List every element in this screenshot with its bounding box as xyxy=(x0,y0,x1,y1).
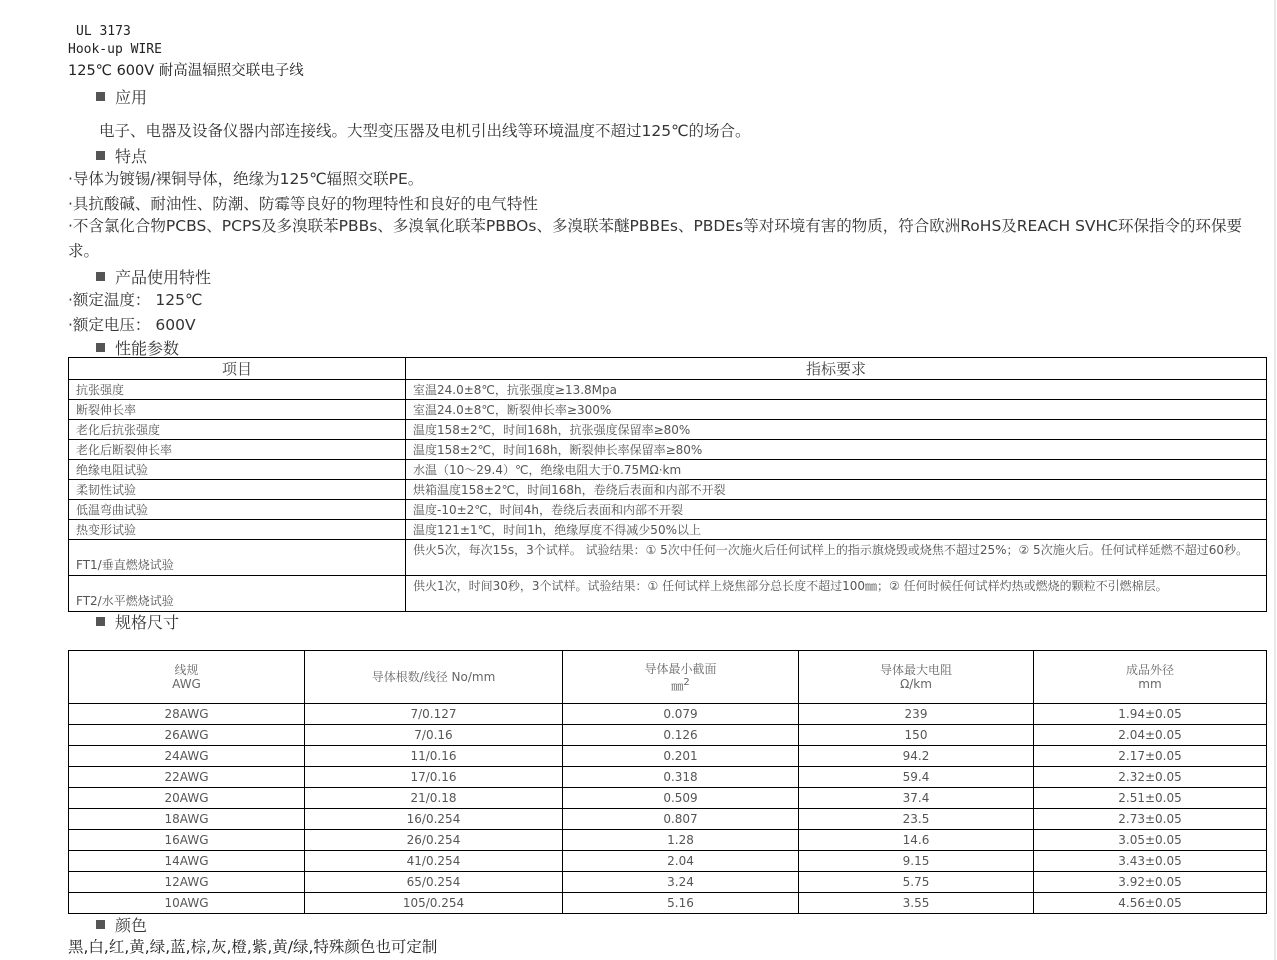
section-features xyxy=(96,144,147,167)
conductor-cell: 17/0.16 xyxy=(305,767,563,788)
section-area-cell: 0.126 xyxy=(563,725,799,746)
outer-diameter-cell: 4.56±0.05 xyxy=(1034,893,1267,914)
resistance-cell: 37.4 xyxy=(799,788,1034,809)
feature-item: ·具抗酸碱、耐油性、防潮、防霉等良好的物理特性和良好的电气特性 xyxy=(68,195,538,213)
table-row xyxy=(69,460,1267,480)
table-row xyxy=(69,788,1267,809)
section-area-cell: 0.509 xyxy=(563,788,799,809)
usage-item: ·额定温度： 125℃ xyxy=(68,291,203,309)
conductor-cell: 105/0.254 xyxy=(305,893,563,914)
table-row xyxy=(69,725,1267,746)
header-unit-exponent: 2 xyxy=(683,676,690,688)
table-row xyxy=(69,704,1267,725)
resistance-cell: 239 xyxy=(799,704,1034,725)
product-title: 125℃ 600V 耐高温辐照交联电子线 xyxy=(68,63,304,79)
section-area-cell: 3.24 xyxy=(563,872,799,893)
requirement: 温度-10±2℃，时间4h，卷绕后表面和内部不开裂 xyxy=(406,500,1267,520)
outer-diameter-cell: 3.05±0.05 xyxy=(1034,830,1267,851)
table-row xyxy=(69,420,1267,440)
awg-cell: 10AWG xyxy=(69,893,305,914)
header-unit: ㎜ xyxy=(671,678,684,693)
column-header xyxy=(69,651,305,704)
test-item: 老化后断裂伸长率 xyxy=(69,440,406,460)
test-item: 柔韧性试验 xyxy=(69,480,406,500)
square-bullet-icon xyxy=(96,272,105,281)
table-row xyxy=(69,440,1267,460)
section-spec xyxy=(96,610,179,633)
requirement: 供火1次，时间30秒，3个试样。试验结果：① 任何试样上烧焦部分总长度不超过100㎜；② 任何时候任何试样灼热或燃烧的颗粒不引燃棉层。 xyxy=(406,576,1267,612)
test-item: 热变形试验 xyxy=(69,520,406,540)
usage-item: ·额定电压： 600V xyxy=(68,316,196,334)
table-row xyxy=(69,520,1267,540)
awg-cell: 26AWG xyxy=(69,725,305,746)
table-row xyxy=(69,500,1267,520)
section-heading: 性能参数 xyxy=(115,339,180,358)
colors-text: 黑,白,红,黄,绿,蓝,棕,灰,橙,紫,黄/绿,特殊颜色也可定制 xyxy=(68,938,438,956)
section-color xyxy=(96,913,147,936)
table-row xyxy=(69,851,1267,872)
spec-table xyxy=(68,650,1267,914)
square-bullet-icon xyxy=(96,920,105,929)
feature-item: ·不含氯化合物PCBS、PCPS及多溴联苯PBBs、多溴氧化联苯PBBOs、多溴联苯醚PBBEs、PBDEs等对环境有害的物质，符合欧洲RoHS及REACH SVHC环保指令的环保要求。 xyxy=(68,217,1243,260)
conductor-cell: 7/0.16 xyxy=(305,725,563,746)
outer-diameter-cell: 2.04±0.05 xyxy=(1034,725,1267,746)
test-item: FT2/水平燃烧试验 xyxy=(69,576,406,612)
conductor-cell: 7/0.127 xyxy=(305,704,563,725)
awg-cell: 18AWG xyxy=(69,809,305,830)
requirement: 供火5次，每次15s，3个试样。 试验结果：① 5次中任何一次施火后任何试样上的指示旗烧毁或烧焦不超过25%；② 5次施火后。任何试样延燃不超过60秒。 xyxy=(406,540,1267,576)
square-bullet-icon xyxy=(96,92,105,101)
header-line: 线规 xyxy=(174,663,199,677)
section-heading: 特点 xyxy=(115,147,148,166)
test-item: 断裂伸长率 xyxy=(69,400,406,420)
requirement: 温度158±2℃，时间168h，断裂伸长率保留率≥80% xyxy=(406,440,1267,460)
awg-cell: 24AWG xyxy=(69,746,305,767)
test-item: 绝缘电阻试验 xyxy=(69,460,406,480)
table-row xyxy=(69,540,1267,576)
resistance-cell: 9.15 xyxy=(799,851,1034,872)
section-area-cell: 5.16 xyxy=(563,893,799,914)
awg-cell: 12AWG xyxy=(69,872,305,893)
conductor-cell: 11/0.16 xyxy=(305,746,563,767)
table-row xyxy=(69,480,1267,500)
section-area-cell: 0.807 xyxy=(563,809,799,830)
table-row xyxy=(69,893,1267,914)
header-line: 成品外径 xyxy=(1125,663,1174,677)
square-bullet-icon xyxy=(96,151,105,160)
table-row xyxy=(69,576,1267,612)
section-area-cell: 2.04 xyxy=(563,851,799,872)
outer-diameter-cell: 3.92±0.05 xyxy=(1034,872,1267,893)
header-line: 导体最小截面 xyxy=(644,661,717,676)
awg-cell: 16AWG xyxy=(69,830,305,851)
resistance-cell: 59.4 xyxy=(799,767,1034,788)
column-header xyxy=(305,651,563,704)
resistance-cell: 23.5 xyxy=(799,809,1034,830)
section-usage xyxy=(96,265,211,288)
section-heading: 应用 xyxy=(115,88,148,107)
table-row xyxy=(69,380,1267,400)
table-row xyxy=(69,872,1267,893)
section-area-cell: 0.201 xyxy=(563,746,799,767)
outer-diameter-cell: 2.51±0.05 xyxy=(1034,788,1267,809)
square-bullet-icon xyxy=(96,617,105,626)
column-header xyxy=(563,651,799,704)
section-heading: 产品使用特性 xyxy=(115,268,212,287)
test-item: 老化后抗张强度 xyxy=(69,420,406,440)
section-heading: 颜色 xyxy=(115,916,148,935)
conductor-cell: 26/0.254 xyxy=(305,830,563,851)
resistance-cell: 150 xyxy=(799,725,1034,746)
awg-cell: 20AWG xyxy=(69,788,305,809)
conductor-cell: 21/0.18 xyxy=(305,788,563,809)
table-row xyxy=(69,809,1267,830)
header-line: 导体最大电阻 xyxy=(879,663,952,677)
page-right-border xyxy=(1274,0,1276,960)
conductor-cell: 65/0.254 xyxy=(305,872,563,893)
resistance-cell: 94.2 xyxy=(799,746,1034,767)
test-item: 抗张强度 xyxy=(69,380,406,400)
table-row xyxy=(69,830,1267,851)
column-header xyxy=(799,651,1034,704)
table-row xyxy=(69,746,1267,767)
test-item: FT1/垂直燃烧试验 xyxy=(69,540,406,576)
resistance-cell: 3.55 xyxy=(799,893,1034,914)
requirement: 温度158±2℃，时间168h，抗张强度保留率≥80% xyxy=(406,420,1267,440)
section-application xyxy=(96,85,147,108)
requirement: 室温24.0±8℃，断裂伸长率≥300% xyxy=(406,400,1267,420)
header-unit: mm xyxy=(1138,677,1162,691)
square-bullet-icon xyxy=(96,343,105,352)
conductor-cell: 16/0.254 xyxy=(305,809,563,830)
outer-diameter-cell: 1.94±0.05 xyxy=(1034,704,1267,725)
table-row xyxy=(69,400,1267,420)
table-row xyxy=(69,767,1267,788)
header-line: 导体根数/线径 No/mm xyxy=(371,670,496,684)
conductor-cell: 41/0.254 xyxy=(305,851,563,872)
resistance-cell: 14.6 xyxy=(799,830,1034,851)
outer-diameter-cell: 2.73±0.05 xyxy=(1034,809,1267,830)
header-unit: Ω/km xyxy=(900,677,932,691)
requirement: 水温（10～29.4）℃，绝缘电阻大于0.75MΩ·km xyxy=(406,460,1267,480)
requirement: 烘箱温度158±2℃，时间168h，卷绕后表面和内部不开裂 xyxy=(406,480,1267,500)
awg-cell: 28AWG xyxy=(69,704,305,725)
feature-item: ·导体为镀锡/裸铜导体，绝缘为125℃辐照交联PE。 xyxy=(68,170,424,188)
requirement: 温度121±1℃，时间1h，绝缘厚度不得减少50%以上 xyxy=(406,520,1267,540)
performance-table xyxy=(68,357,1267,612)
requirement: 室温24.0±8℃，抗张强度≥13.8Mpa xyxy=(406,380,1267,400)
awg-cell: 14AWG xyxy=(69,851,305,872)
resistance-cell: 5.75 xyxy=(799,872,1034,893)
outer-diameter-cell: 3.43±0.05 xyxy=(1034,851,1267,872)
outer-diameter-cell: 2.17±0.05 xyxy=(1034,746,1267,767)
header-unit: AWG xyxy=(172,677,201,691)
column-header: 项目 xyxy=(69,358,406,380)
section-heading: 规格尺寸 xyxy=(115,613,180,632)
product-subtitle: Hook-up WIRE xyxy=(68,42,162,57)
column-header: 指标要求 xyxy=(406,358,1267,380)
section-area-cell: 0.079 xyxy=(563,704,799,725)
table-header-row xyxy=(69,358,1267,380)
application-text: 电子、电器及设备仪器内部连接线。大型变压器及电机引出线等环境温度不超过125℃的场合。 xyxy=(99,122,751,140)
outer-diameter-cell: 2.32±0.05 xyxy=(1034,767,1267,788)
section-area-cell: 1.28 xyxy=(563,830,799,851)
section-area-cell: 0.318 xyxy=(563,767,799,788)
awg-cell: 22AWG xyxy=(69,767,305,788)
table-header-row xyxy=(69,651,1267,704)
section-performance xyxy=(96,336,179,359)
column-header xyxy=(1034,651,1267,704)
test-item: 低温弯曲试验 xyxy=(69,500,406,520)
model-number: UL 3173 xyxy=(76,24,131,39)
